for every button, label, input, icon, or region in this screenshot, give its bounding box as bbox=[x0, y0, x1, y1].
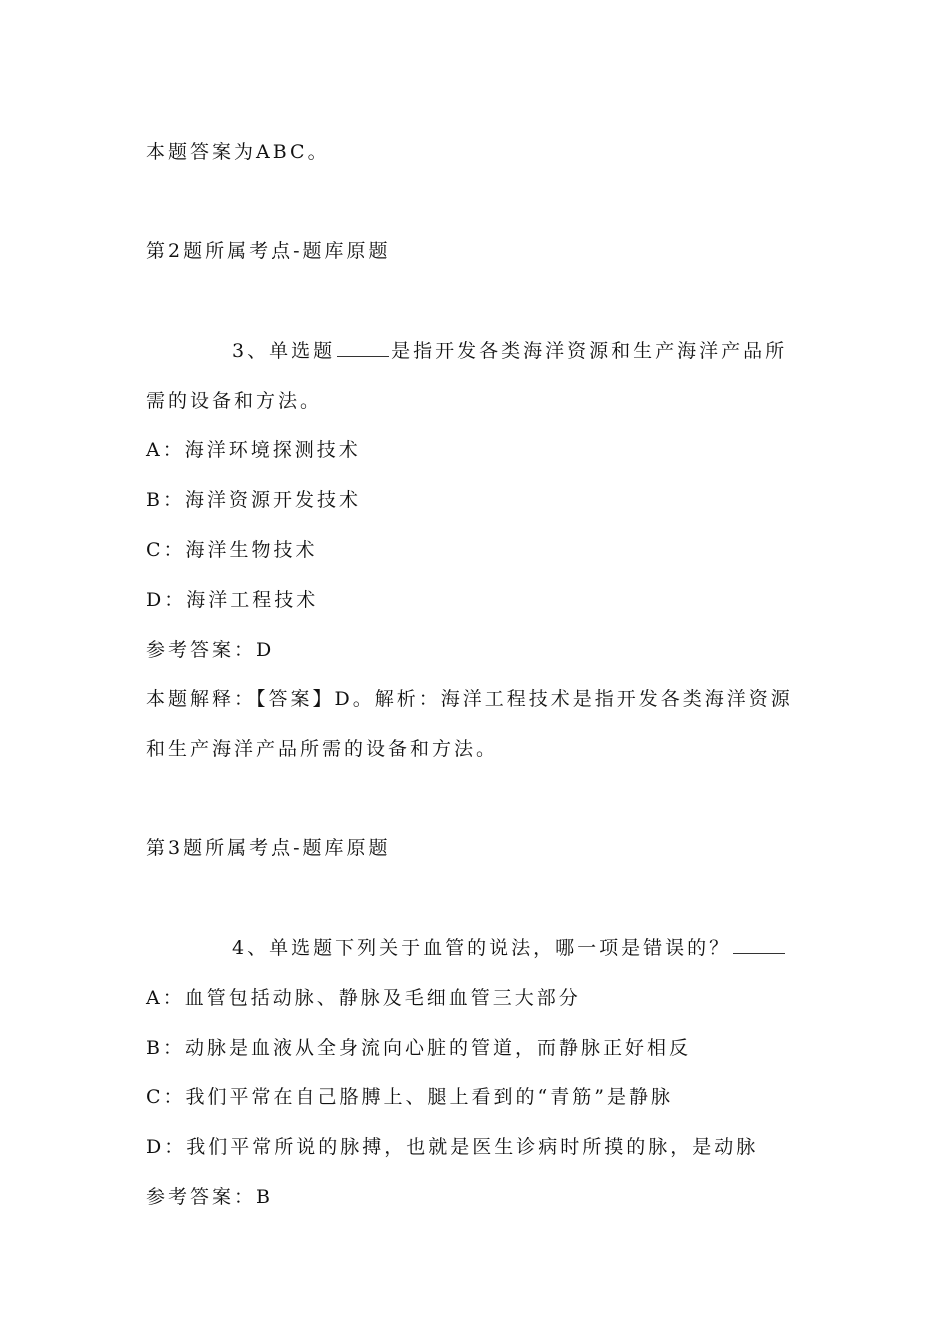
question-4-option-c: C：我们平常在自己胳膊上、腿上看到的“青筋”是静脉 bbox=[146, 1086, 673, 1108]
question-4-text: 4、单选题下列关于血管的说法，哪一项是错误的？ bbox=[232, 937, 732, 959]
question-3-option-a: A：海洋环境探测技术 bbox=[146, 439, 361, 461]
topic-label-q2: 第2题所属考点-题库原题 bbox=[146, 240, 391, 262]
question-3-option-b: B：海洋资源开发技术 bbox=[146, 489, 361, 511]
question-3-explanation: 本题解释：【答案】D。解析：海洋工程技术是指开发各类海洋资源 bbox=[146, 688, 793, 710]
question-4-option-a: A：血管包括动脉、静脉及毛细血管三大部分 bbox=[146, 987, 581, 1009]
topic-label-q3: 第3题所属考点-题库原题 bbox=[146, 837, 391, 859]
previous-answer-line: 本题答案为ABC。 bbox=[146, 141, 330, 163]
question-3-answer: 参考答案：D bbox=[146, 639, 275, 661]
answer-blank bbox=[337, 338, 389, 357]
question-4-option-b: B：动脉是血液从全身流向心脏的管道，而静脉正好相反 bbox=[146, 1037, 691, 1059]
question-3-stem-continued: 需的设备和方法。 bbox=[146, 390, 323, 412]
question-4-option-d: D：我们平常所说的脉搏，也就是医生诊病时所摸的脉，是动脉 bbox=[146, 1136, 759, 1158]
question-3-prefix: 3、单选题 bbox=[232, 340, 336, 362]
answer-blank bbox=[733, 935, 785, 954]
question-4-answer: 参考答案：B bbox=[146, 1186, 273, 1208]
question-4-stem bbox=[232, 935, 787, 961]
question-3-explanation-continued: 和生产海洋产品所需的设备和方法。 bbox=[146, 738, 499, 760]
question-3-option-c: C：海洋生物技术 bbox=[146, 539, 318, 561]
question-3-stem bbox=[232, 338, 787, 364]
question-3-suffix: 是指开发各类海洋资源和生产海洋产品所 bbox=[391, 340, 788, 362]
question-3-option-d: D：海洋工程技术 bbox=[146, 589, 319, 611]
